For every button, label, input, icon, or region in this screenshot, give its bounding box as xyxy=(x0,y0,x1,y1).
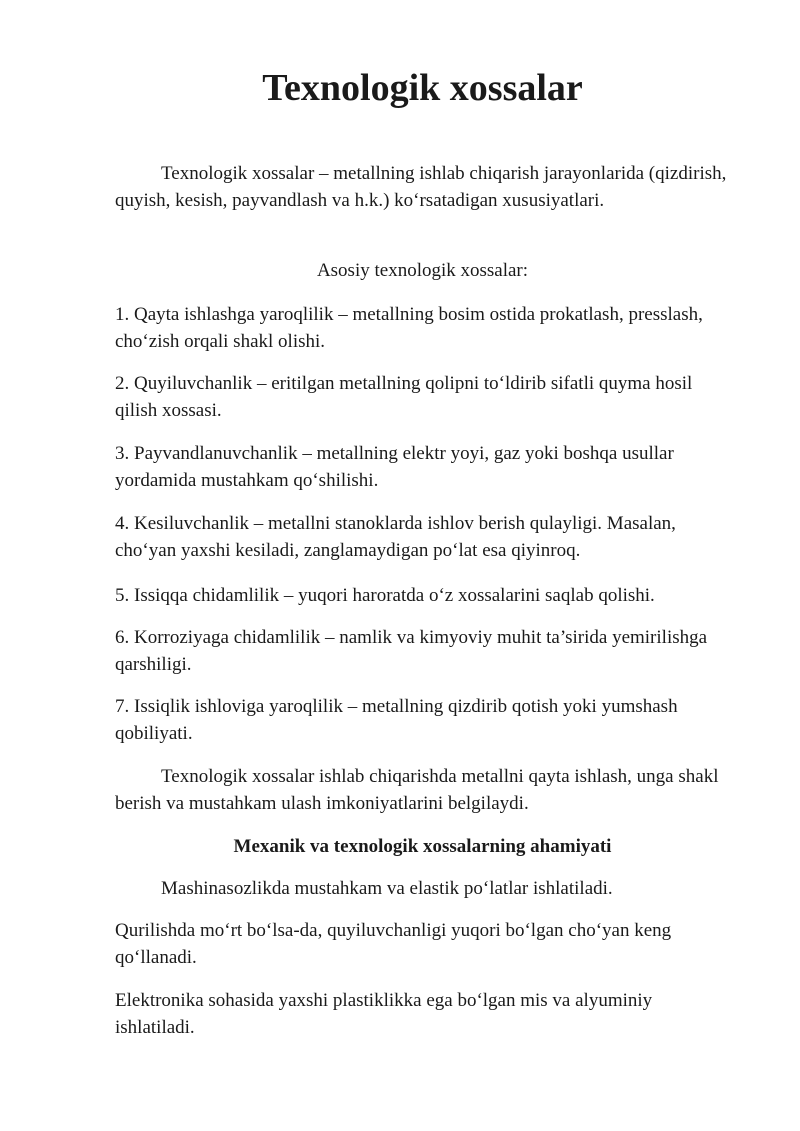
section-paragraph: Elektronika sohasida yaxshi plastiklikka ega bo‘lgan mis va alyuminiy ishlatiladi. xyxy=(115,990,653,1038)
section-heading: Mexanik va texnologik xossalarning ahamiyati xyxy=(233,836,612,857)
list-item: 7. Issiqlik ishloviga yaroqlilik – metallning qizdirib qotish yoki yumshash qobiliyati. xyxy=(115,696,678,744)
list-item: 4. Kesiluvchanlik – metallni stanoklarda ishlov berish qulayligi. Masalan, cho‘yan yaxshi kesiladi, zanglamaydigan po‘lat esa qiyinroq. xyxy=(115,513,676,561)
section-paragraph: Mashinasozlikda mustahkam va elastik po‘latlar ishlatiladi. xyxy=(161,878,613,899)
list-item: 6. Korroziyaga chidamlilik – namlik va kimyoviy muhit ta’sirida yemirilishga qarshiligi. xyxy=(115,627,708,675)
section-paragraph: Qurilishda mo‘rt bo‘lsa-da, quyiluvchanligi yuqori bo‘lgan cho‘yan keng qo‘llanadi. xyxy=(115,920,672,968)
document-title: Texnologik xossalar xyxy=(262,67,583,109)
list-item: 5. Issiqqa chidamlilik – yuqori haroratda o‘z xossalarini saqlab qolishi. xyxy=(115,585,655,606)
list-heading: Asosiy texnologik xossalar: xyxy=(316,260,529,281)
list-item: 3. Payvandlanuvchanlik – metallning elektr yoyi, gaz yoki boshqa usullar yordamida mustahkam qo‘shilishi. xyxy=(115,443,674,491)
list-item: 1. Qayta ishlashga yaroqlilik – metallning bosim ostida prokatlash, presslash, cho‘zish orqali shakl olishi. xyxy=(115,304,703,352)
intro-paragraph: Texnologik xossalar – metallning ishlab chiqarish jarayonlarida (qizdirish, quyish, kesish, payvandlash va h.k.) ko‘rsatadigan xususiyatlari. xyxy=(115,163,727,211)
list-item: 2. Quyiluvchanlik – eritilgan metallning qolipni to‘ldirib sifatli quyma hosil qilish xossasi. xyxy=(115,373,693,421)
conclusion-paragraph: Texnologik xossalar ishlab chiqarishda metallni qayta ishlash, unga shakl berish va mustahkam ulash imkoniyatlarini belgilaydi. xyxy=(115,766,719,814)
